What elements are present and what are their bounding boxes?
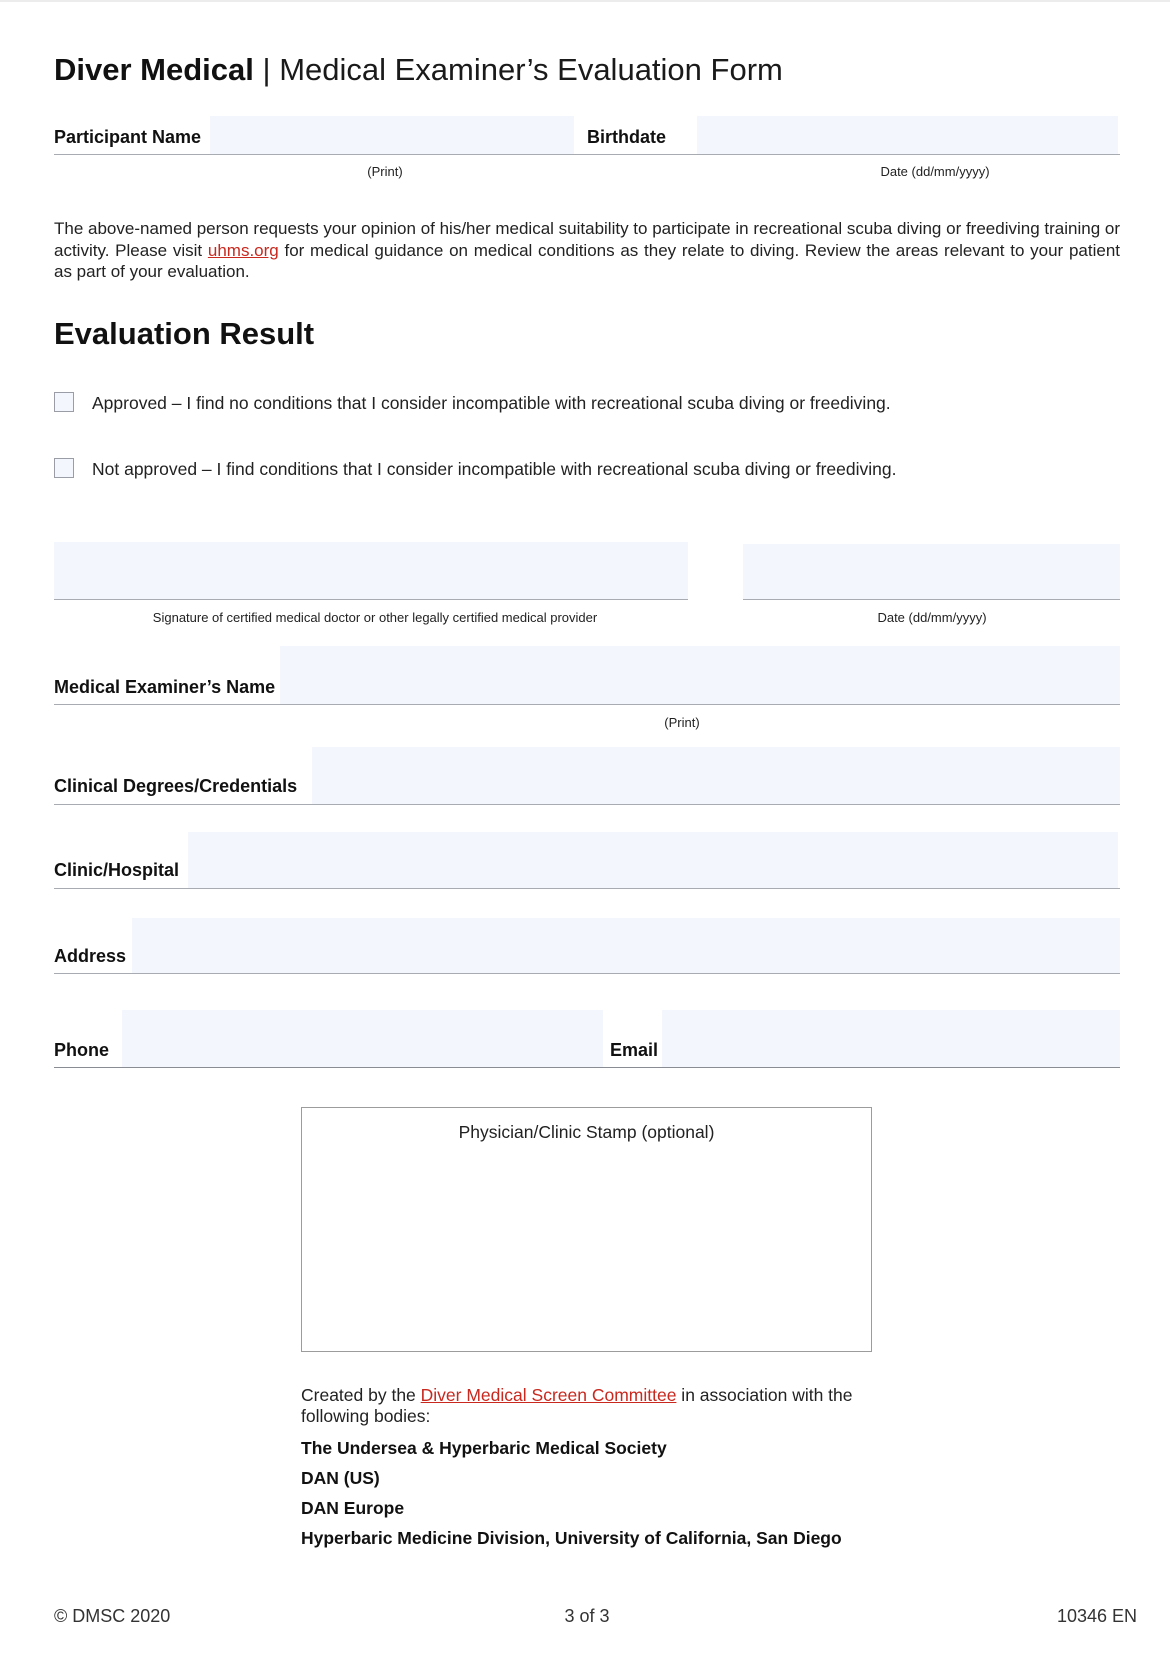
approved-label: Approved – I find no conditions that I consider incompatible with recreational scuba diving or freediving. xyxy=(92,393,891,413)
degrees-underline xyxy=(54,804,1120,805)
uhms-link[interactable]: uhms.org xyxy=(207,240,279,260)
title-separator: | xyxy=(262,52,271,87)
birthdate-field[interactable] xyxy=(697,116,1118,154)
signature-date-underline xyxy=(743,599,1120,600)
phone-field[interactable] xyxy=(122,1010,603,1067)
clinic-underline xyxy=(54,888,1120,889)
address-field[interactable] xyxy=(132,918,1120,973)
birthdate-label: Birthdate xyxy=(587,127,667,147)
footer-page-number: 3 of 3 xyxy=(564,1606,610,1626)
intro-text-2: for medical guidance on medical conditions as they relate to diving. Review the areas relevant to your patient as part of your evaluation. xyxy=(54,240,1120,281)
signature-underline xyxy=(54,599,688,600)
participant-name-label: Participant Name xyxy=(54,127,202,147)
credits-text-1: Created by the xyxy=(301,1385,421,1405)
dmsc-link[interactable]: Diver Medical Screen Committee xyxy=(420,1385,677,1405)
clinic-field[interactable] xyxy=(188,832,1118,888)
examiner-name-label: Medical Examiner’s Name xyxy=(54,677,276,697)
phone-label: Phone xyxy=(54,1040,110,1060)
phone-email-underline xyxy=(54,1067,1120,1068)
signature-caption: Signature of certified medical doctor or other legally certified medical provider xyxy=(152,610,598,625)
body-item-uhms: The Undersea & Hyperbaric Medical Society xyxy=(301,1438,667,1458)
approved-checkbox[interactable] xyxy=(54,392,74,412)
credits-text-2: in association with the following bodies: xyxy=(301,1385,853,1426)
stamp-label: Physician/Clinic Stamp (optional) xyxy=(458,1122,715,1142)
footer-form-code: 10346 EN xyxy=(1056,1606,1137,1626)
participant-underline xyxy=(54,154,1120,155)
signature-field[interactable] xyxy=(54,542,688,599)
signature-date-caption: Date (dd/mm/yyyy) xyxy=(877,610,987,625)
examiner-name-underline xyxy=(54,704,1120,705)
participant-name-field[interactable] xyxy=(210,116,574,154)
title-rest: Medical Examiner’s Evaluation Form xyxy=(279,52,783,87)
body-item-dan-europe: DAN Europe xyxy=(301,1498,405,1518)
participant-name-caption: (Print) xyxy=(367,164,403,179)
intro-text-1: The above-named person requests your opinion of his/her medical suitability to participate in recreational scuba diving or freediving training or activity. Please visit xyxy=(54,219,1120,260)
credits-text xyxy=(301,1385,881,1427)
not-approved-checkbox[interactable] xyxy=(54,458,74,478)
degrees-label: Clinical Degrees/Credentials xyxy=(54,776,298,796)
signature-date-field[interactable] xyxy=(743,544,1120,599)
examiner-name-caption: (Print) xyxy=(664,715,700,730)
email-field[interactable] xyxy=(662,1010,1120,1067)
degrees-field[interactable] xyxy=(312,747,1120,804)
intro-paragraph xyxy=(54,218,1120,283)
title-bold: Diver Medical xyxy=(54,52,254,87)
stamp-box xyxy=(301,1107,872,1352)
not-approved-label: Not approved – I find conditions that I consider incompatible with recreational scuba diving or freediving. xyxy=(92,459,897,479)
examiner-name-field[interactable] xyxy=(280,646,1120,704)
footer-copyright: © DMSC 2020 xyxy=(54,1606,171,1626)
evaluation-heading: Evaluation Result xyxy=(54,316,315,351)
body-item-ucsd: Hyperbaric Medicine Division, University of California, San Diego xyxy=(301,1528,842,1548)
address-label: Address xyxy=(54,946,127,966)
clinic-label: Clinic/Hospital xyxy=(54,860,180,880)
page-title xyxy=(54,52,783,88)
email-label: Email xyxy=(610,1040,659,1060)
body-item-dan-us: DAN (US) xyxy=(301,1468,380,1488)
address-underline xyxy=(54,973,1120,974)
birthdate-caption: Date (dd/mm/yyyy) xyxy=(880,164,990,179)
top-edge-line xyxy=(0,0,1170,2)
